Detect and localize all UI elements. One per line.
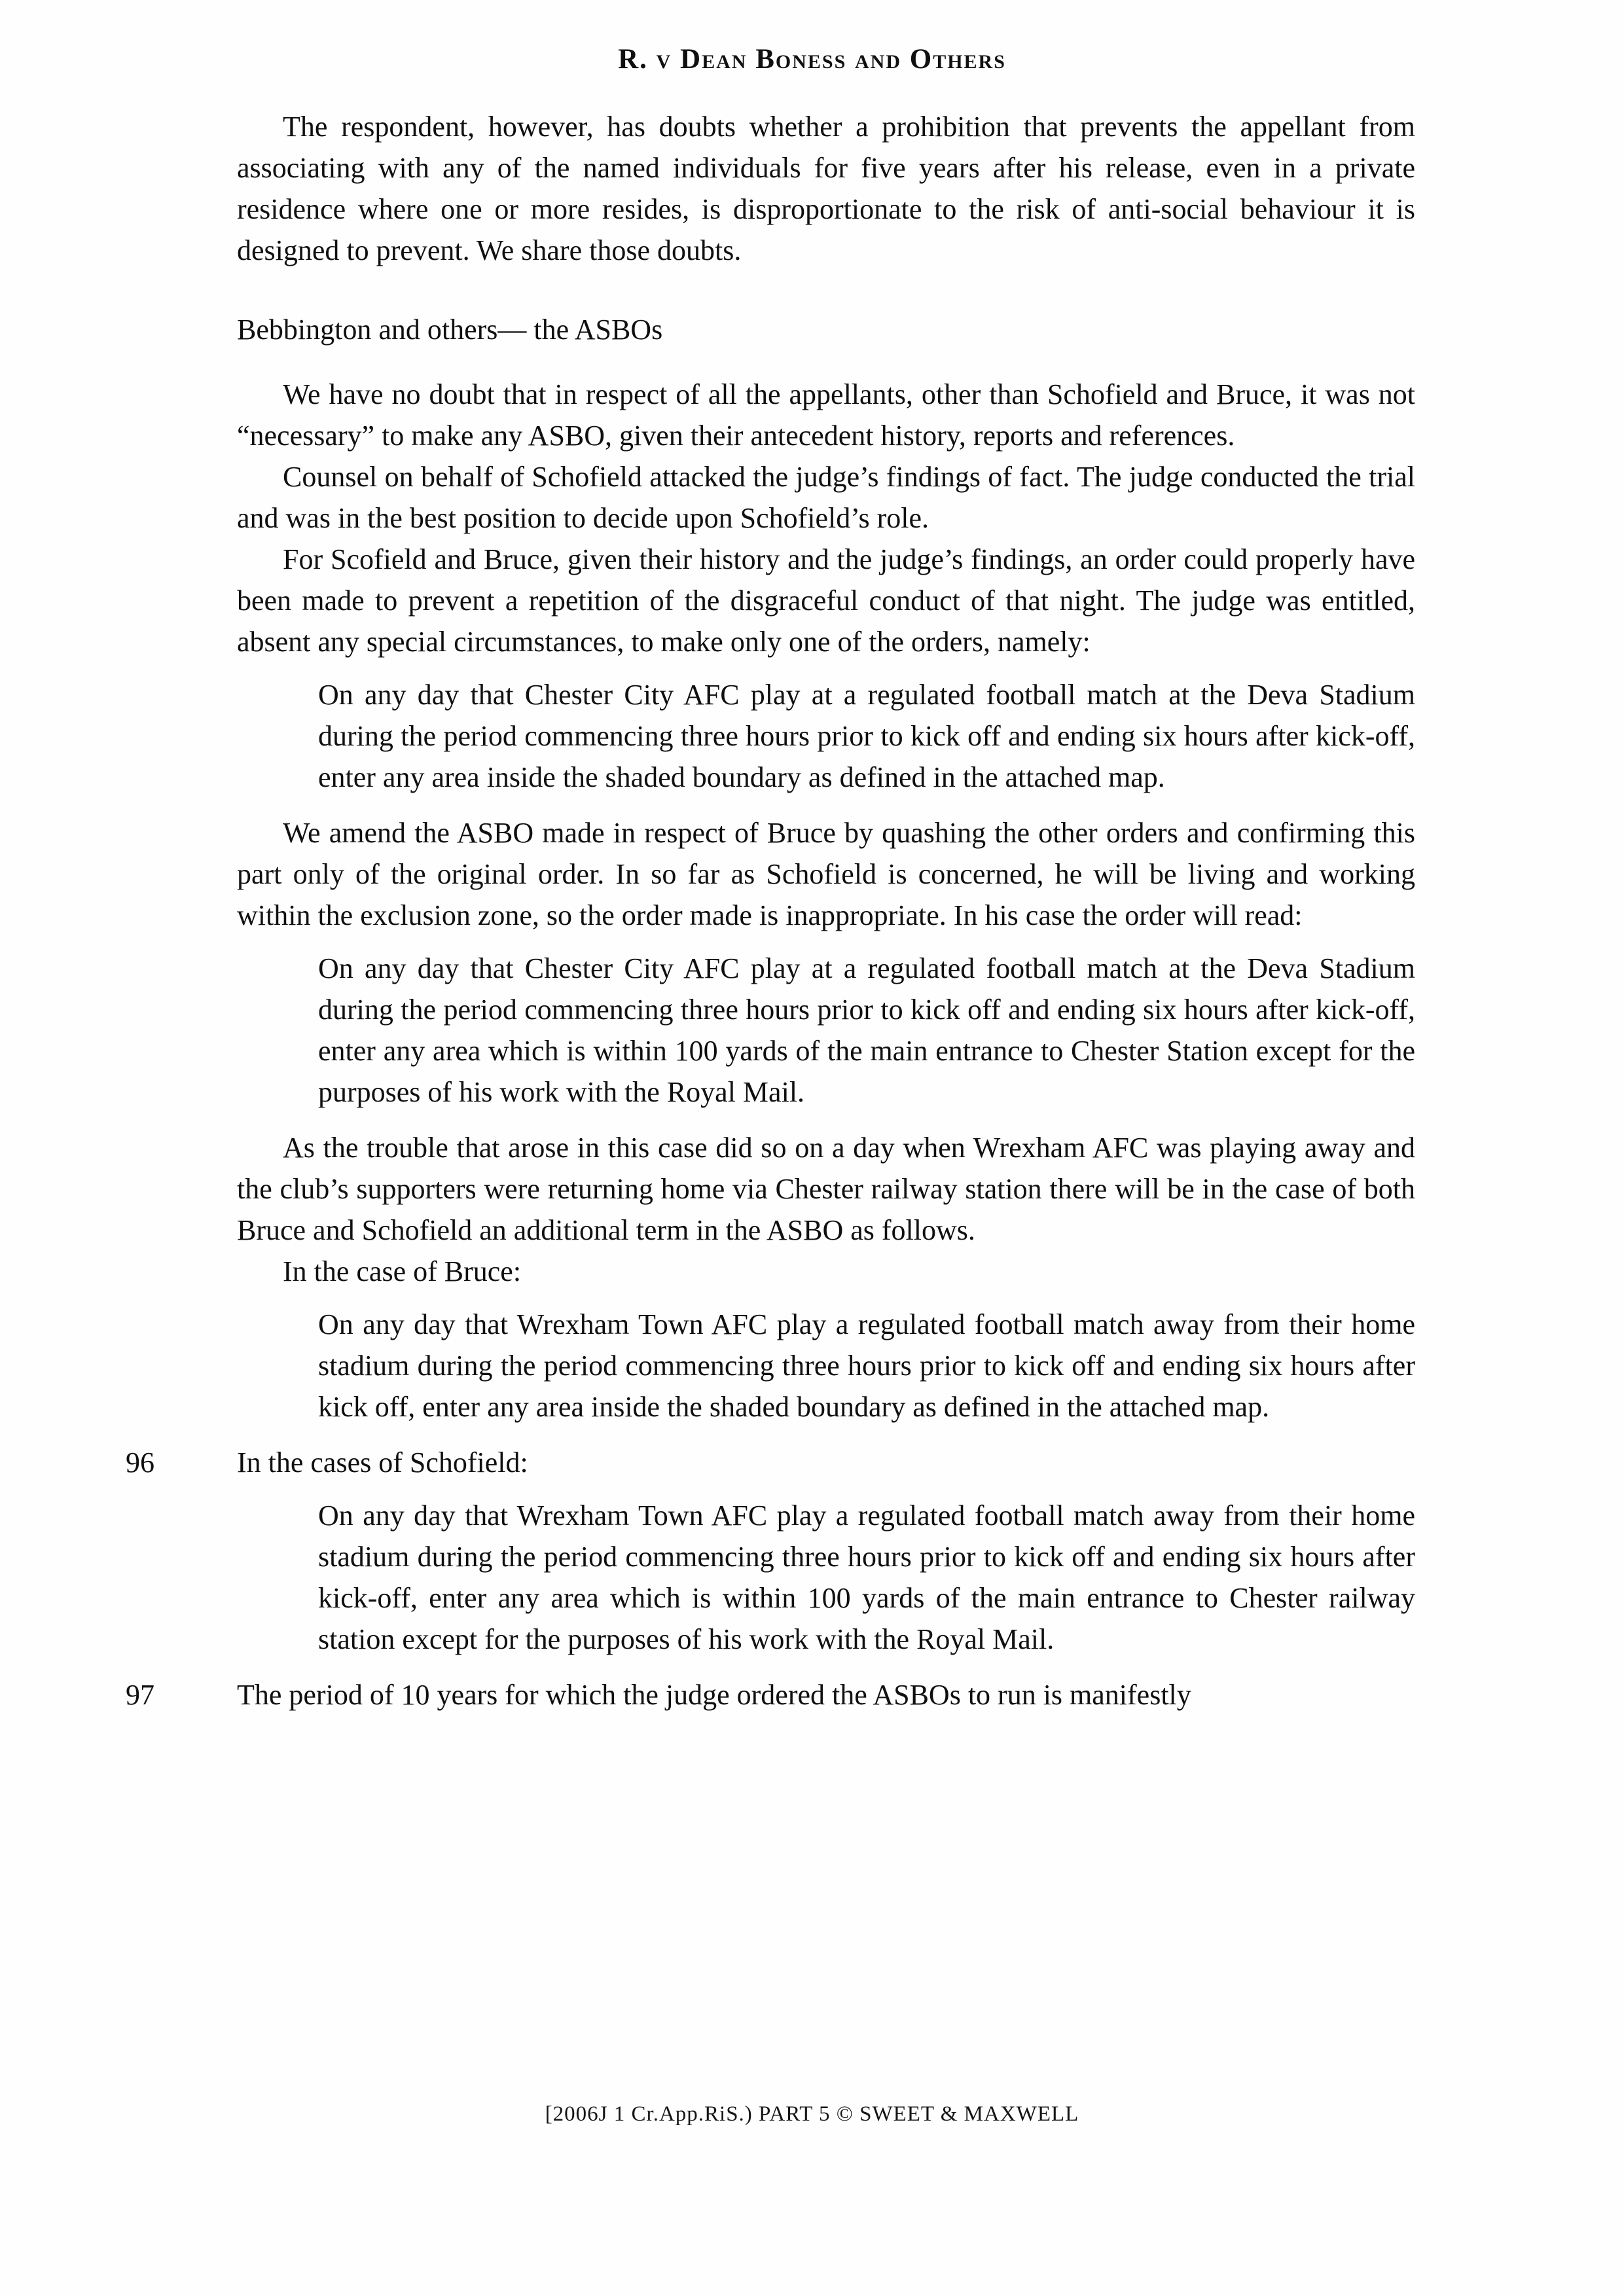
section-heading-bebbington-asbos: Bebbington and others— the ASBOs — [237, 314, 663, 346]
blockquote-chester-city-station-100-yards: On any day that Chester City AFC play at a regulated football match at the Deva Stadium during the period commencing three hours prior to kick off and ending six hours after kick-off, enter any area which is within 100 yards of the main entrance to Chester Station except for the purposes of his work with the Royal Mail. — [318, 952, 1415, 1108]
paragraph-no-doubt-necessary: We have no doubt that in respect of all the appellants, other than Schofield and Bruce, it was not “necessary” to make any ASBO, given their antecedent history, reports and references. — [237, 378, 1415, 452]
paragraph-in-case-of-bruce: In the case of Bruce: — [283, 1255, 522, 1287]
body-text-column — [126, 106, 1415, 1715]
margin-paragraph-number-97: 97 — [126, 1679, 154, 1711]
paragraph-counsel-schofield: Counsel on behalf of Schofield attacked the judge’s findings of fact. The judge conducted the trial and was in the best position to decide upon Schofield’s role. — [237, 461, 1415, 534]
running-header-case-title: R. v Dean Boness and Others — [618, 44, 1006, 75]
paragraph-scofield-bruce-order: For Scofield and Bruce, given their history and the judge’s findings, an order could properly have been made to prevent a repetition of the disgraceful conduct of that night. The judge was entitled, absent any special circumstances, to make only one of the orders, namely: — [237, 543, 1415, 658]
blockquote-wrexham-town-shaded-boundary: On any day that Wrexham Town AFC play a regulated football match away from their home stadium during the period commencing three hours prior to kick off and ending six hours after kick off, enter any area inside the shaded boundary as defined in the attached map. — [318, 1308, 1415, 1423]
paragraph-97-text: The period of 10 years for which the judge ordered the ASBOs to run is manifestly — [237, 1679, 1191, 1711]
margin-paragraph-number-96: 96 — [126, 1446, 154, 1479]
footer-citation-line: [2006J 1 Cr.App.RiS.) PART 5 © SWEET & MAXWELL — [545, 2102, 1079, 2126]
blockquote-wrexham-town-railway-station: On any day that Wrexham Town AFC play a regulated football match away from their home stadium during the period commencing three hours prior to kick off and ending six hours after kick-off, enter any area which is within 100 yards of the main entrance to Chester railway station except for the purposes of his work with the Royal Mail. — [318, 1499, 1415, 1655]
blockquote-chester-city-shaded-boundary: On any day that Chester City AFC play at a regulated football match at the Deva Stadium during the period commencing three hours prior to kick off and ending six hours after kick-off, enter any area inside the shaded boundary as defined in the attached map. — [318, 679, 1415, 793]
paragraph-96-text: In the cases of Schofield: — [237, 1446, 528, 1479]
paragraph-wrexham-trouble: As the trouble that arose in this case did so on a day when Wrexham AFC was playing away and the club’s supporters were returning home via Chester railway station there will be in the case of both Bruce and Schofield an additional term in the ASBO as follows. — [237, 1132, 1415, 1246]
paragraph-97-period-of-10-years — [126, 1674, 1415, 1715]
paragraph-amend-asbo-bruce: We amend the ASBO made in respect of Bruce by quashing the other orders and confirming this part only of the original order. In so far as Schofield is concerned, he will be living and working within the exclusion zone, so the order made is inappropriate. In his case the order will read: — [237, 817, 1415, 931]
paragraph-96-cases-of-schofield — [126, 1442, 1415, 1483]
paragraph-respondent-doubts: The respondent, however, has doubts whether a prohibition that prevents the appellant from associating with any of the named individuals for five years after his release, even in a private residence where one or more resides, is disproportionate to the risk of anti-social behaviour it is designed to prevent. We share those doubts. — [237, 111, 1415, 266]
